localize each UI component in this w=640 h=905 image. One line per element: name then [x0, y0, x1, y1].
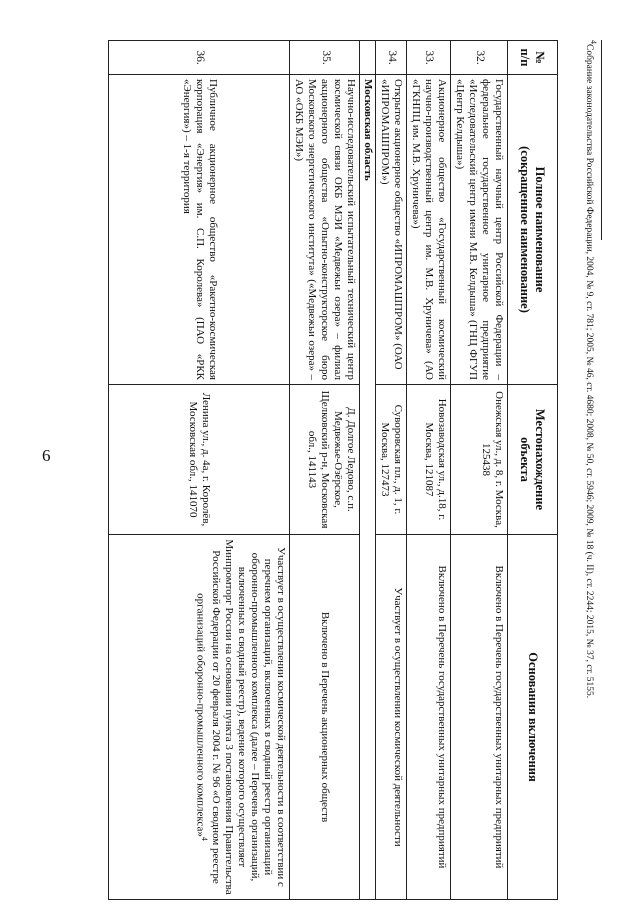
row-num: 35. [290, 41, 360, 75]
footnote-ref: 4 [200, 836, 210, 841]
row-name: Государственный научный центр Российской Федерации – федеральное государственное унитарное предприятие «Исследовательский центр имени М.В. Келдыша» (ГНЦ ФГУП «Центр Келдыша») [451, 75, 508, 385]
header-num: № п/п [508, 41, 558, 75]
table-row [109, 41, 290, 900]
objects-table [108, 40, 558, 900]
header-location-line1: Местонахождение [533, 408, 548, 511]
region-num-cell [360, 41, 376, 75]
row-name: Научно-исследовательский испытательный технический центр космической связи ОКБ МЭИ «Медвежьи озера» – филиал акционерного общества «Опытно-конструкторское бюро Московского энергетического института» («Медвежьи озера» – АО «ОКБ МЭИ») [290, 75, 360, 385]
table-header-row [508, 41, 558, 900]
row-name: Публичное акционерное общество «Ракетно-космическая корпорация «Энергия» им. С.П. Королева» (ПАО «РКК «Энергия») – 1-я территория [109, 75, 290, 385]
footnote-text: Собрание законодательства Российской Федерации, 2004, № 9, ст. 781; 2005, № 46, ст. 4680; 2008, № 50, ст. 5946; 2009, № 18 (ч. II), ст. 2244; 2015, № 37, ст. 5155. [583, 44, 594, 699]
header-location [508, 385, 558, 535]
row-location: Онежская ул., д. 8, г. Москва, 125438 [451, 385, 508, 535]
page-number: 6 [42, 446, 51, 465]
row-basis: Включено в Перечень акционерных обществ [290, 535, 360, 900]
table-row [451, 41, 508, 900]
footnote-divider [601, 40, 602, 240]
row-location: Д. Долгое Ледово, с.п. Медвежье-Озёрское, Щелковский р-н, Московская обл., 141143 [290, 385, 360, 535]
header-location-line2: объекта [518, 437, 533, 482]
row-basis: Участвует в осуществлении космической деятельности [376, 535, 407, 900]
row-basis: Включено в Перечень государственных унитарных предприятий [451, 535, 508, 900]
row-location: Суворовская пл., д. 1, г. Москва, 127473 [376, 385, 407, 535]
row-basis [109, 535, 290, 900]
row-num: 34. [376, 41, 407, 75]
table-row [290, 41, 360, 900]
rotated-table-sheet [108, 40, 558, 900]
row-location: Ленина ул., д. 4а, г. Королёв, Московская обл., 141070 [109, 385, 290, 535]
row-basis: Включено в Перечень государственных унитарных предприятий [407, 535, 451, 900]
header-full-name-line1: Полное наименование [533, 166, 548, 293]
header-basis: Основания включения [508, 535, 558, 900]
row-name: Открытое акционерное общество «ИПРОМАШПРОМ» (ОАО «ИПРОМАШПРОМ») [376, 75, 407, 385]
region-row [360, 41, 376, 900]
region-label: Московская область [360, 75, 376, 900]
row-num: 32. [451, 41, 508, 75]
row-num: 36. [109, 41, 290, 75]
row-num: 33. [407, 41, 451, 75]
header-full-name-line2: (сокращенное наименование) [518, 146, 533, 313]
row-name: Акционерное общество «Государственный космический научно-производственный центр им. М.В. Хруничева» (АО «ГКНПЦ им. М.В. Хруничева») [407, 75, 451, 385]
footnote-area [562, 40, 602, 900]
header-full-name [508, 75, 558, 385]
row-basis-text: Участвует в осуществлении космической деятельности в соответствии с перечнем организаций, включенных в сводный реестр организаций оборонно-промышленного комплекса (далее – Перечень организаций, включенных в сводный реестр), ведение которого осуществляет Минпромторг России на основании пункта 3 постановления Правительства Российской Федерации от 20 февраля 2004 г. № 96 «О сводном реестре организаций оборонно-промышленного комплекса» [194, 539, 288, 895]
row-location: Новозаводская ул., д.18, г. Москва, 121087 [407, 385, 451, 535]
table-row [407, 41, 451, 900]
footnote [582, 40, 598, 900]
footnote-marker: 4 [589, 40, 598, 44]
table-row [376, 41, 407, 900]
